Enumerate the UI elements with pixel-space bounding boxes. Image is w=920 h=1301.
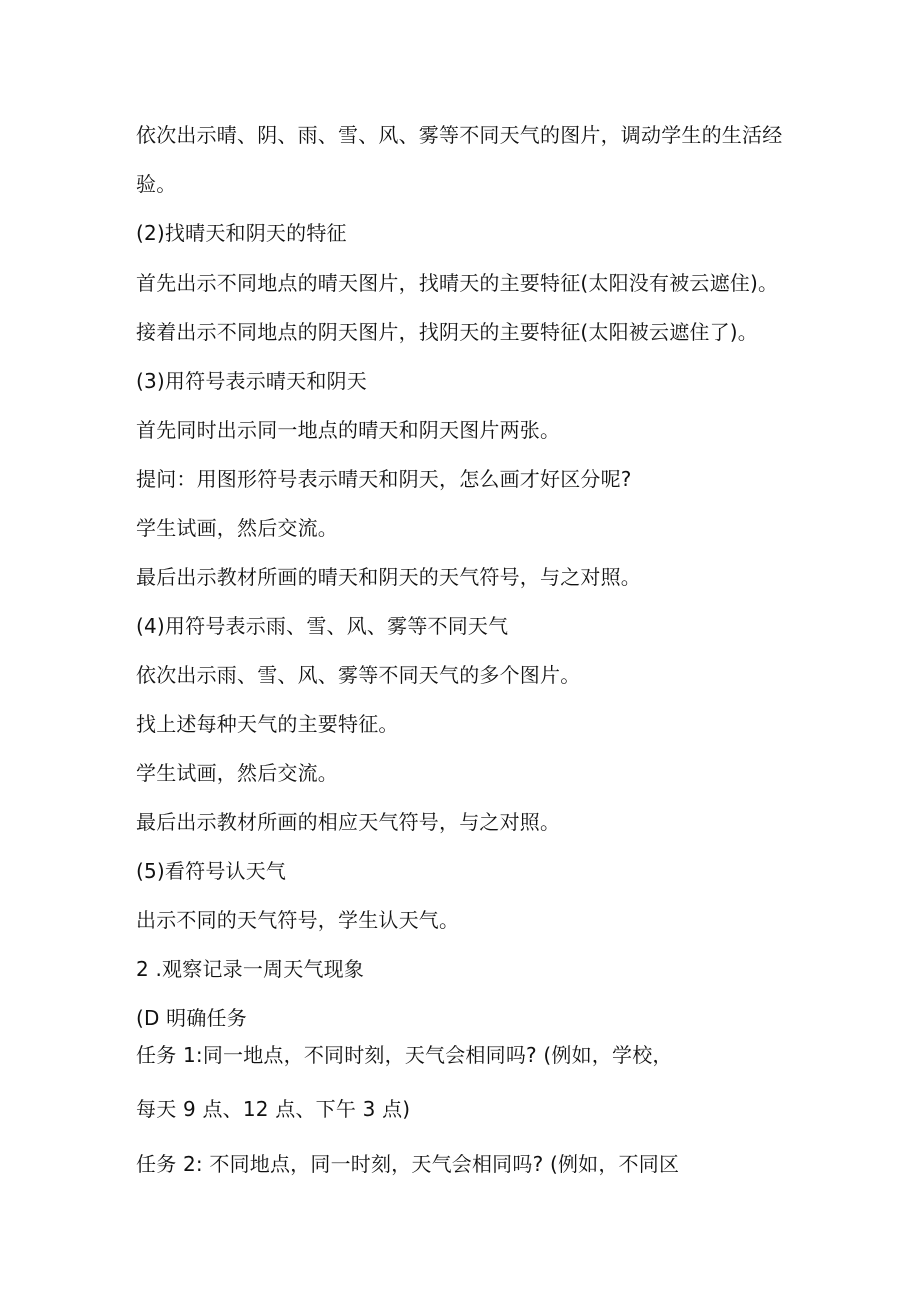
- paragraph-line: 找上述每种天气的主要特征。: [136, 712, 399, 736]
- paragraph-line: 验。: [136, 172, 177, 196]
- paragraph-line: 出示不同的天气符号，学生认天气。: [136, 908, 460, 932]
- paragraph-line: 首先同时出示同一地点的晴天和阴天图片两张。: [136, 418, 561, 442]
- section-heading: (4)用符号表示雨、雪、风、雾等不同天气: [136, 614, 509, 638]
- paragraph-line: 依次出示雨、雪、风、雾等不同天气的多个图片。: [136, 663, 581, 687]
- paragraph-line: 任务 2: 不同地点，同一时刻，天气会相同吗? (例如，不同区: [136, 1152, 680, 1176]
- paragraph-line: 依次出示晴、阴、雨、雪、风、雾等不同天气的图片，调动学生的生活经: [136, 123, 783, 147]
- paragraph-line: 最后出示教材所画的晴天和阴天的天气符号，与之对照。: [136, 565, 641, 589]
- section-heading: (2)找晴天和阴天的特征: [136, 221, 347, 245]
- paragraph-line: 最后出示教材所画的相应天气符号，与之对照。: [136, 810, 561, 834]
- paragraph-line: 首先出示不同地点的晴天图片，找晴天的主要特征(太阳没有被云遮住)。: [136, 271, 779, 295]
- paragraph-line: 学生试画，然后交流。: [136, 516, 338, 540]
- paragraph-line: 每天 9 点、12 点、下午 3 点): [136, 1097, 411, 1121]
- section-heading: 2 .观察记录一周天气现象: [136, 957, 365, 981]
- section-heading: (D 明确任务: [136, 1006, 247, 1030]
- paragraph-line: 任务 1:同一地点，不同时刻，天气会相同吗? (例如，学校，: [136, 1043, 673, 1067]
- paragraph-line: 学生试画，然后交流。: [136, 761, 338, 785]
- paragraph-line: 接着出示不同地点的阴天图片，找阴天的主要特征(太阳被云遮住了)。: [136, 320, 759, 344]
- section-heading: (3)用符号表示晴天和阴天: [136, 369, 367, 393]
- paragraph-line: 提问：用图形符号表示晴天和阴天，怎么画才好区分呢?: [136, 467, 632, 491]
- section-heading: (5)看符号认天气: [136, 859, 287, 883]
